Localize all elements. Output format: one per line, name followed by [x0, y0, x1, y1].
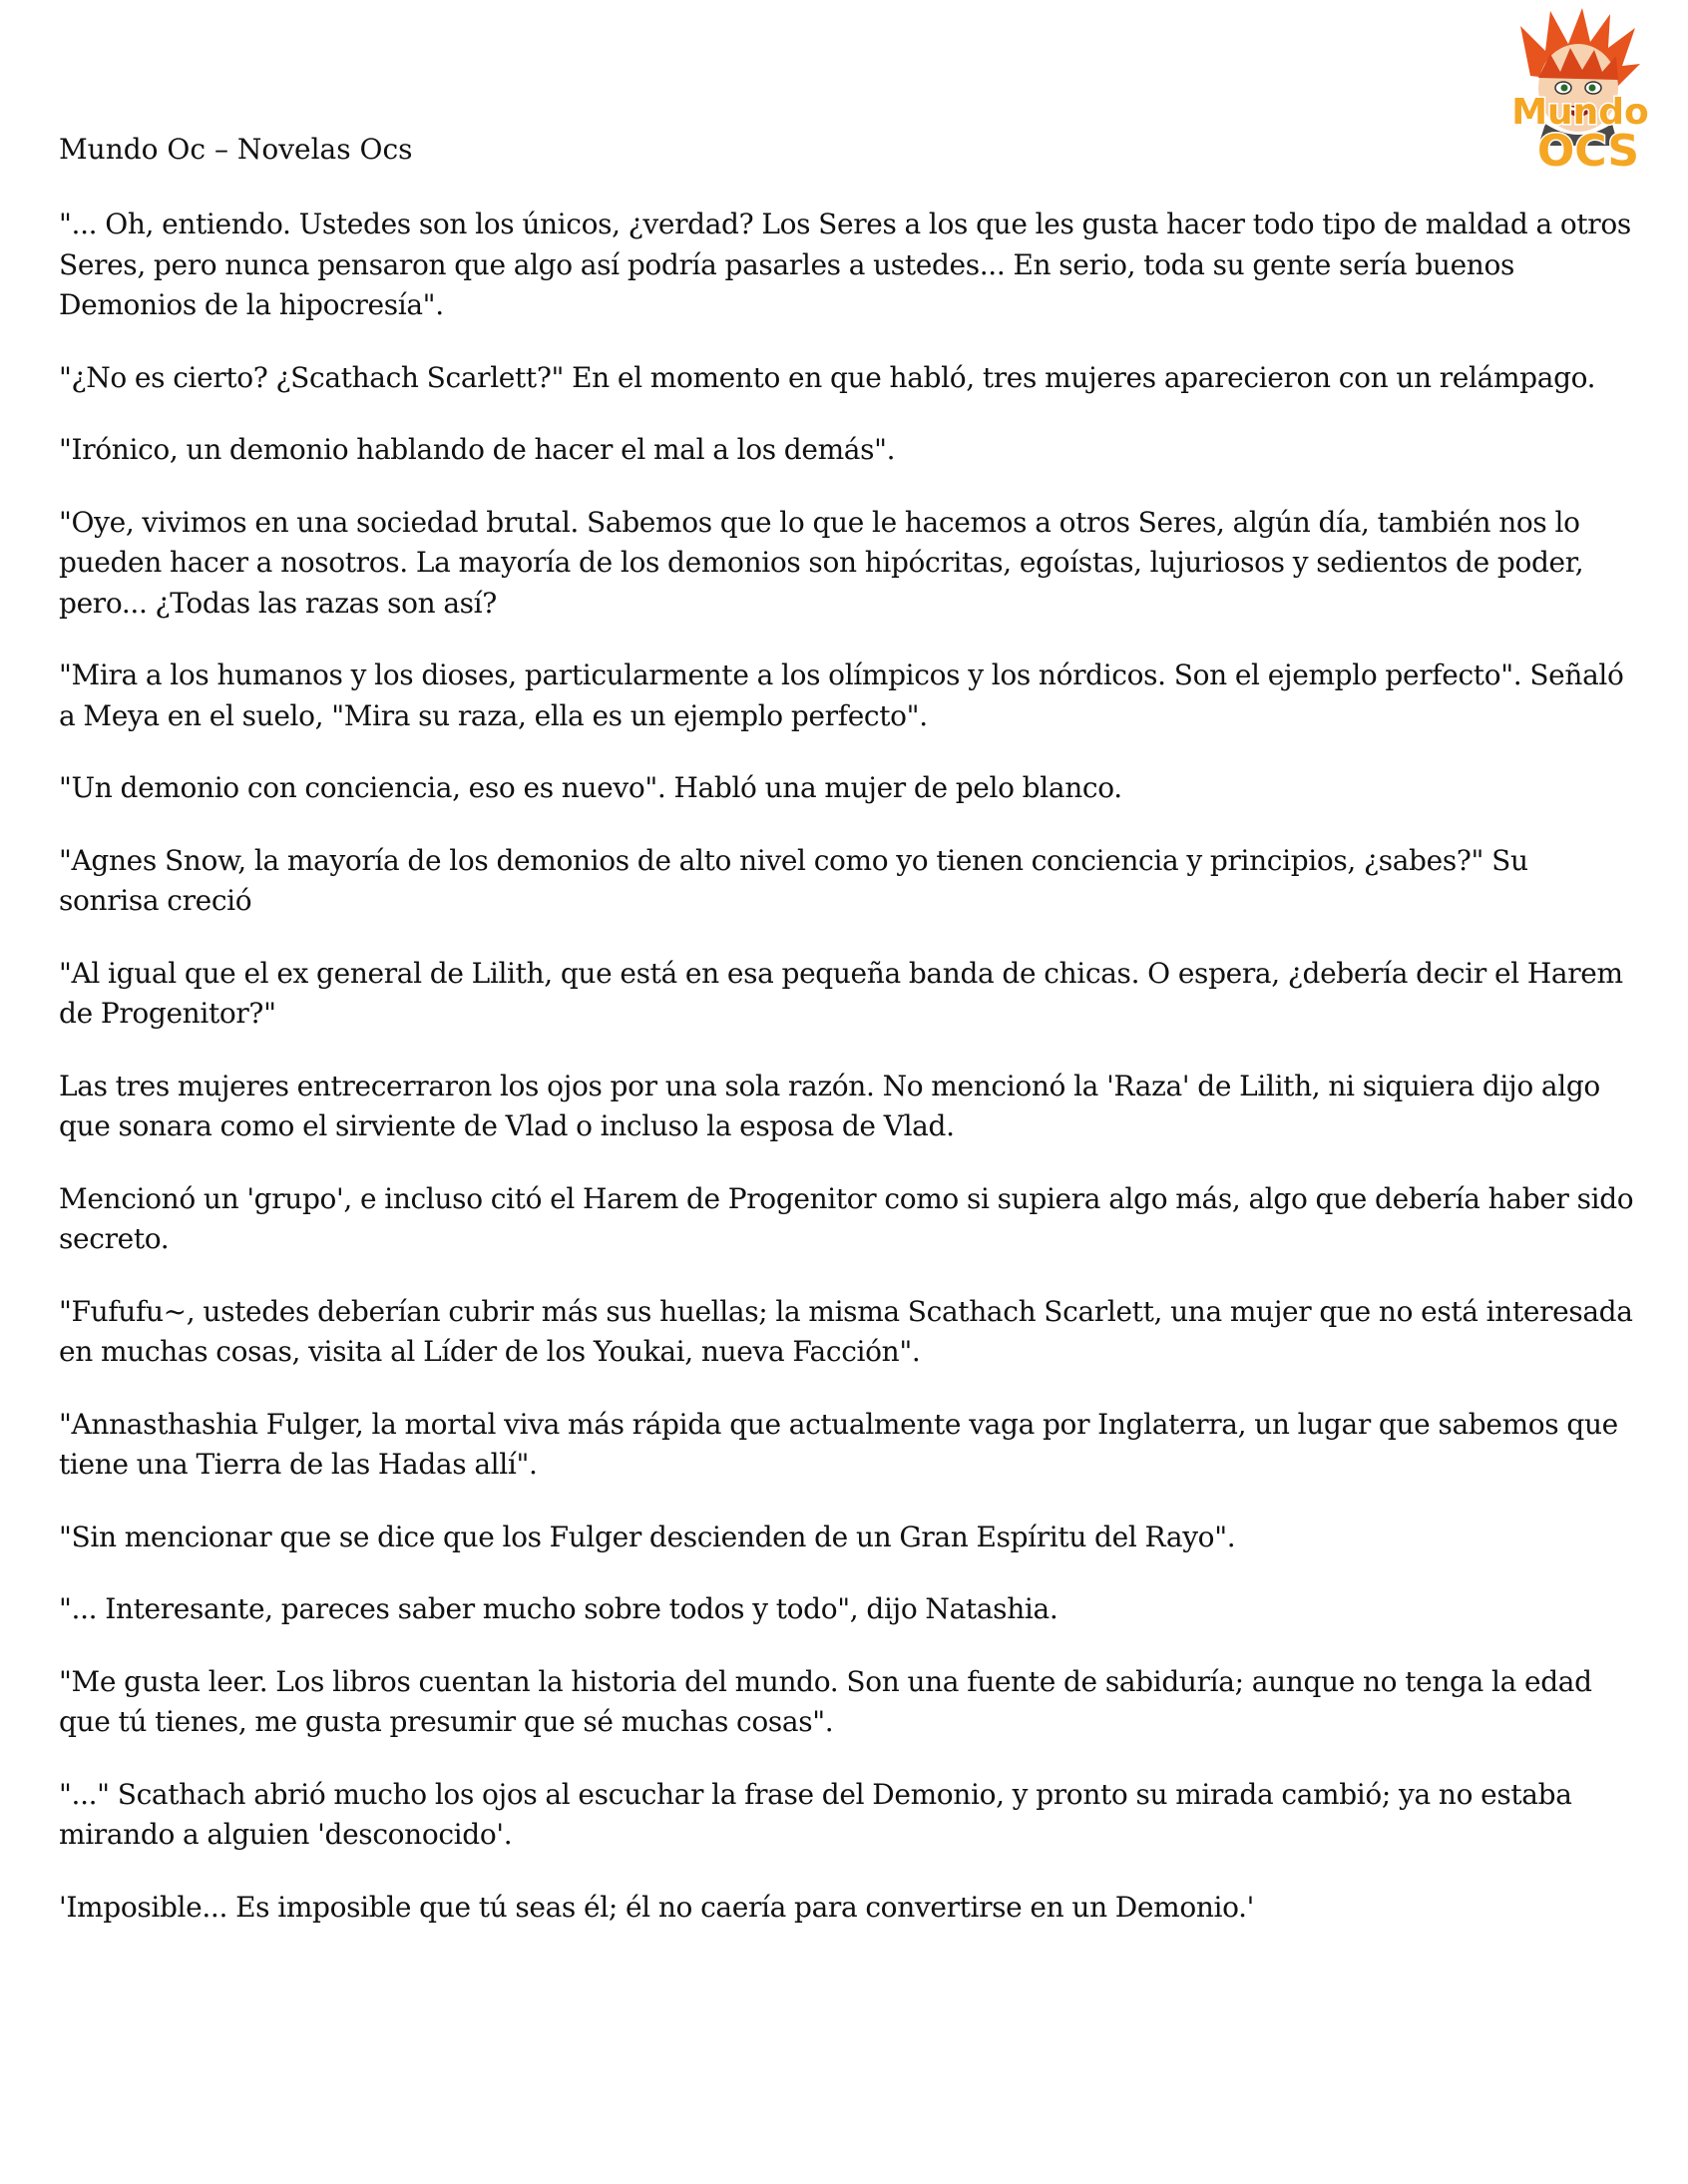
paragraph: "Irónico, un demonio hablando de hacer el mal a los demás". — [59, 433, 896, 466]
paragraph: "Fufufu~, ustedes deberían cubrir más sus huellas; la misma Scathach Scarlett, una mujer que no está interesada en muchas cosas, visita al Líder de los Youkai, nueva Facción". — [59, 1294, 1633, 1368]
paragraph: Las tres mujeres entrecerraron los ojos por una sola razón. No mencionó la 'Raza' de Lilith, ni siquiera dijo algo que sonara como el sirviente de Vlad o incluso la esposa de Vlad. — [59, 1069, 1600, 1142]
paragraph: "Un demonio con conciencia, eso es nuevo". Habló una mujer de pelo blanco. — [59, 771, 1122, 804]
logo-text-ocs: OCS — [1536, 126, 1640, 177]
paragraph: "Oye, vivimos en una sociedad brutal. Sabemos que lo que le hacemos a otros Seres, algún día, también nos lo pueden hacer a nosotros. La mayoría de los demonios son hipócritas, egoístas, lujuriosos y sedientos de poder, pero... ¿Todas las razas son así? — [59, 505, 1584, 620]
paragraph: Mencionó un 'grupo', e incluso citó el Harem de Progenitor como si supiera algo más, algo que debería haber sido secreto. — [59, 1181, 1634, 1255]
document-body — [59, 205, 1635, 1960]
paragraph: "... Interesante, pareces saber mucho sobre todos y todo", dijo Natashia. — [59, 1592, 1058, 1625]
paragraph: "Agnes Snow, la mayoría de los demonios de alto nivel como yo tienen conciencia y principios, ¿sabes?" Su sonrisa creció — [59, 843, 1528, 917]
mundo-ocs-logo — [1490, 6, 1670, 184]
paragraph: "Me gusta leer. Los libros cuentan la historia del mundo. Son una fuente de sabiduría; aunque no tenga la edad que tú tienes, me gusta presumir que sé muchas cosas". — [59, 1664, 1592, 1738]
paragraph: "Sin mencionar que se dice que los Fulger descienden de un Gran Espíritu del Rayo". — [59, 1520, 1236, 1553]
paragraph: "Al igual que el ex general de Lilith, que está en esa pequeña banda de chicas. O espera, ¿debería decir el Harem de Progenitor?" — [59, 956, 1623, 1030]
paragraph: "Mira a los humanos y los dioses, particularmente a los olímpicos y los nórdicos. Son el ejemplo perfecto". Señaló a Meya en el suelo, "Mira su raza, ella es un ejemplo perfecto". — [59, 658, 1624, 732]
logo-text-mundo: Mundo — [1511, 92, 1649, 133]
paragraph: 'Imposible... Es imposible que tú seas él; él no caería para convertirse en un Demonio.' — [59, 1890, 1255, 1924]
document-header: Mundo Oc – Novelas Ocs — [59, 133, 413, 166]
paragraph: "..." Scathach abrió mucho los ojos al escuchar la frase del Demonio, y pronto su mirada cambió; ya no estaba mirando a alguien 'desconocido'. — [59, 1777, 1572, 1851]
paragraph: "... Oh, entiendo. Ustedes son los únicos, ¿verdad? Los Seres a los que les gusta hacer todo tipo de maldad a otros Seres, pero nunca pensaron que algo así podría pasarles a ustedes... En serio, toda su gente sería buenos Demonios de la hipocresía". — [59, 208, 1631, 321]
paragraph: "Annasthashia Fulger, la mortal viva más rápida que actualmente vaga por Inglaterra, un lugar que sabemos que tiene una Tierra de las Hadas allí". — [59, 1407, 1618, 1481]
paragraph: "¿No es cierto? ¿Scathach Scarlett?" En el momento en que habló, tres mujeres aparecieron con un relámpago. — [59, 360, 1596, 394]
